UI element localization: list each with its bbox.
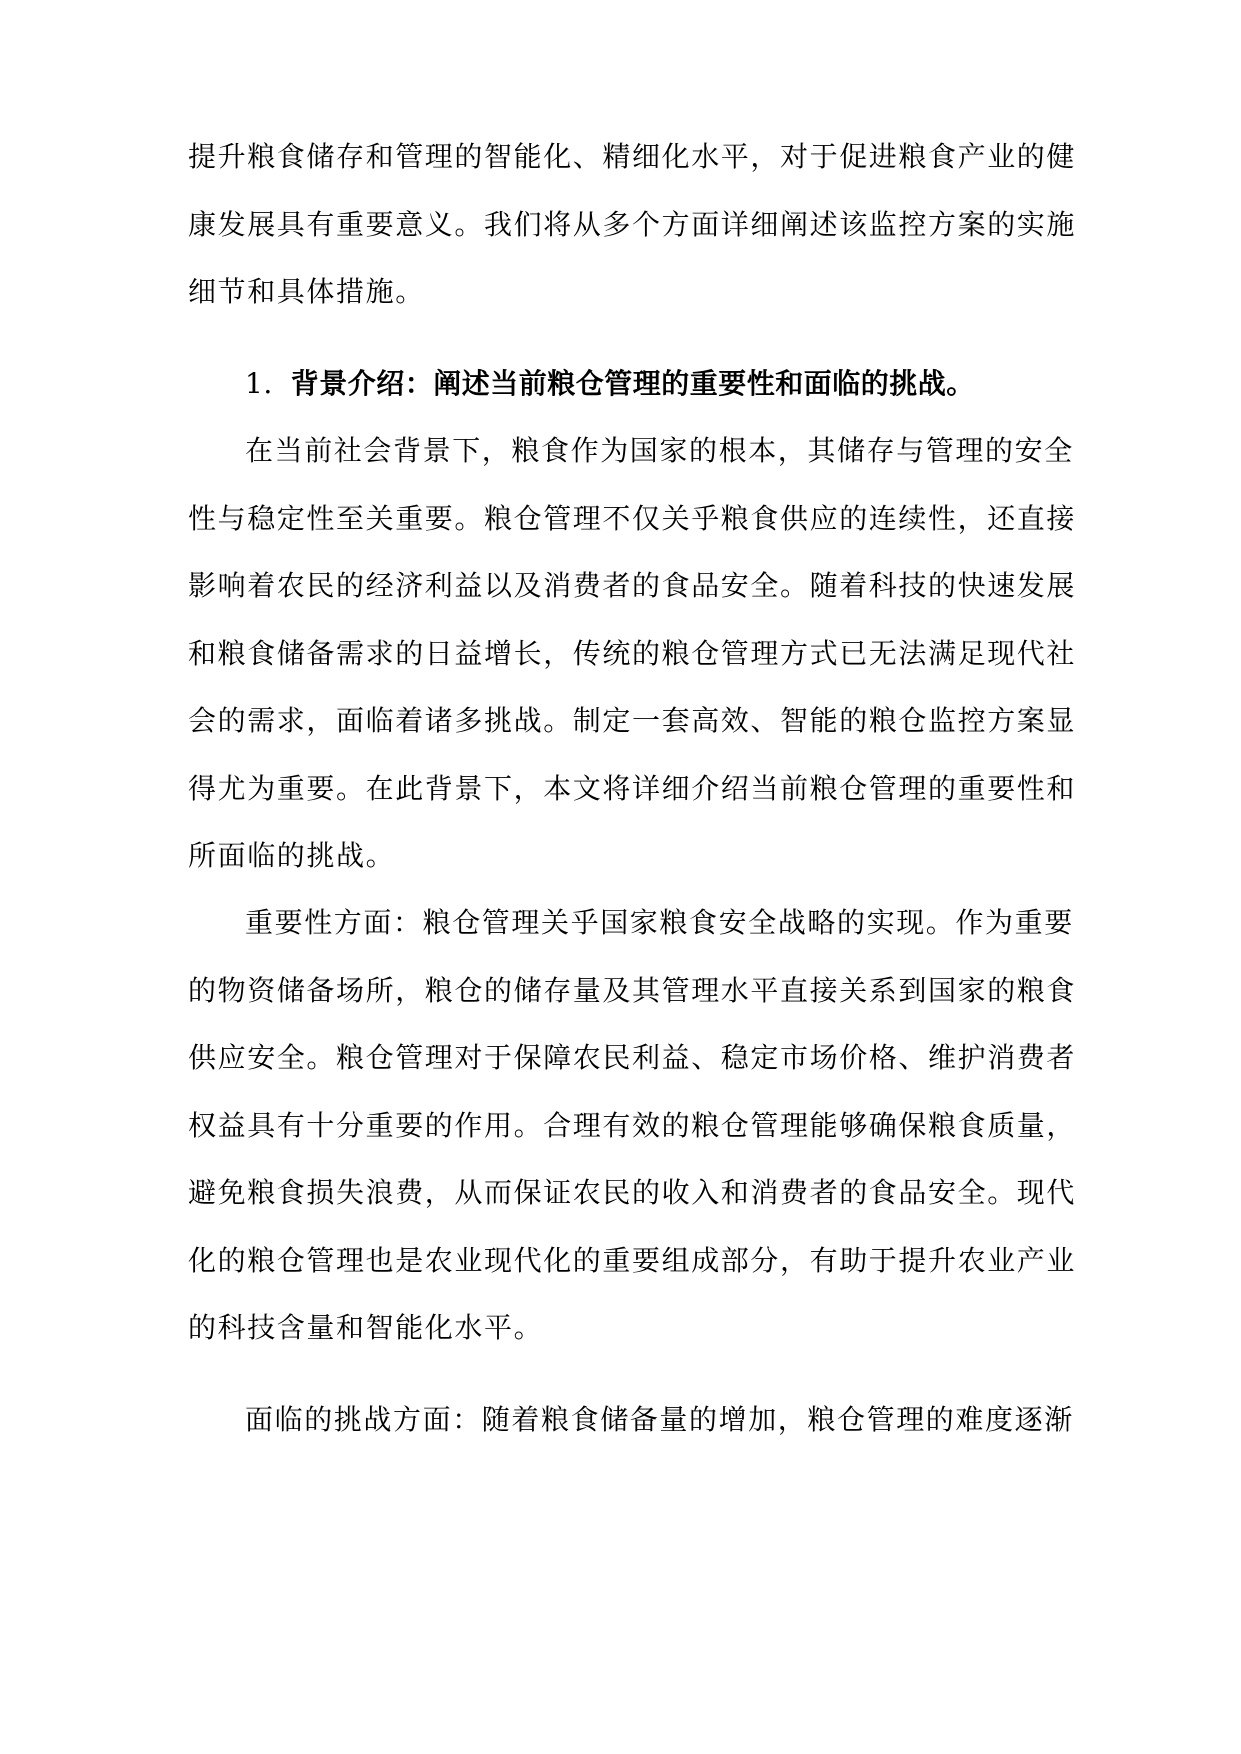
background-line-3: 影响着农民的经济利益以及消费者的食品安全。随着科技的快速发展 (188, 569, 1077, 602)
intro-line-3: 细节和具体措施。 (188, 275, 425, 308)
importance-line-6: 化的粮仓管理也是农业现代化的重要组成部分，有助于提升农业产业 (188, 1244, 1077, 1277)
section-title: 背景介绍：阐述当前粮仓管理的重要性和面临的挑战。 (290, 367, 975, 400)
section-heading (245, 364, 975, 404)
background-line-4: 和粮食储备需求的日益增长，传统的粮仓管理方式已无法满足现代社 (188, 637, 1077, 670)
importance-line-2: 的物资储备场所，粮仓的储存量及其管理水平直接关系到国家的粮食 (188, 974, 1077, 1007)
challenges-line-1: 面临的挑战方面：随着粮食储备量的增加，粮仓管理的难度逐渐 (245, 1403, 1074, 1436)
intro-line-1: 提升粮食储存和管理的智能化、精细化水平，对于促进粮食产业的健 (188, 140, 1077, 173)
background-line-1: 在当前社会背景下，粮食作为国家的根本，其储存与管理的安全 (245, 434, 1074, 467)
intro-line-2: 康发展具有重要意义。我们将从多个方面详细阐述该监控方案的实施 (188, 208, 1077, 241)
importance-line-4: 权益具有十分重要的作用。合理有效的粮仓管理能够确保粮食质量， (188, 1109, 1077, 1142)
importance-line-1: 重要性方面：粮仓管理关乎国家粮食安全战略的实现。作为重要 (245, 906, 1074, 939)
background-line-6: 得尤为重要。在此背景下，本文将详细介绍当前粮仓管理的重要性和 (188, 772, 1077, 805)
section-number: 1. (245, 367, 273, 400)
importance-line-7: 的科技含量和智能化水平。 (188, 1311, 544, 1344)
importance-line-5: 避免粮食损失浪费，从而保证农民的收入和消费者的食品安全。现代 (188, 1176, 1077, 1209)
importance-line-3: 供应安全。粮仓管理对于保障农民利益、稳定市场价格、维护消费者 (188, 1041, 1077, 1074)
background-line-5: 会的需求，面临着诸多挑战。制定一套高效、智能的粮仓监控方案显 (188, 704, 1077, 737)
background-line-2: 性与稳定性至关重要。粮仓管理不仅关乎粮食供应的连续性，还直接 (188, 502, 1077, 535)
background-line-7: 所面临的挑战。 (188, 839, 396, 872)
